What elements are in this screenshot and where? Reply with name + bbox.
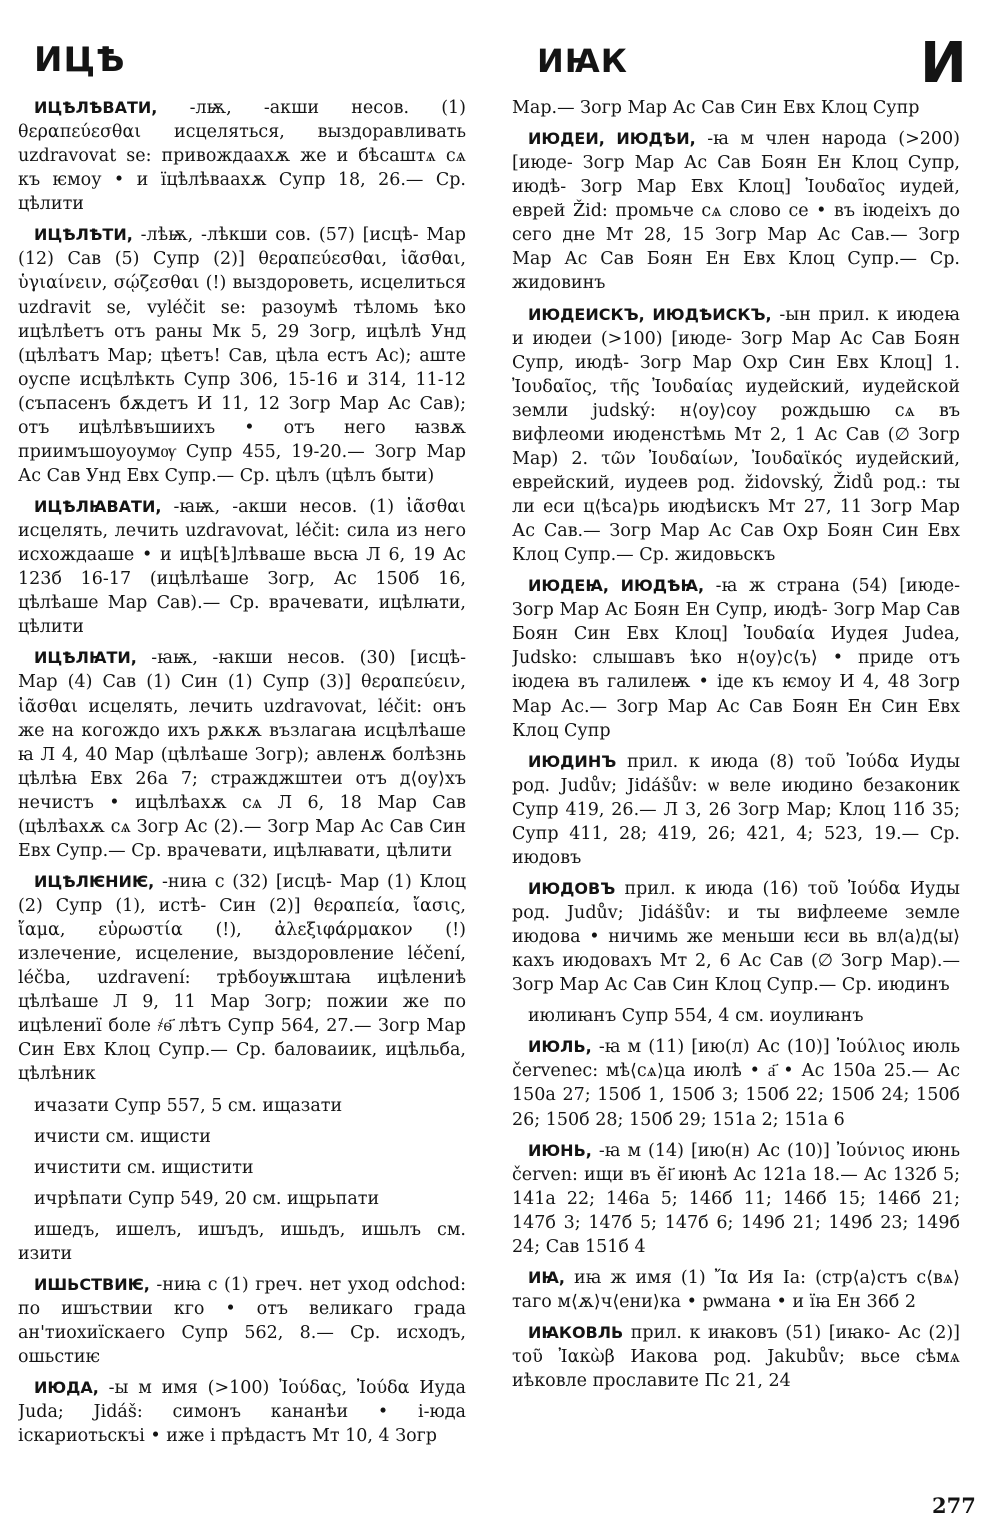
entry-body: Мар.— Зогр Мар Ас Сав Син Евх Клоц Супр [512,98,920,118]
entry-body: ичазати Супр 557, 5 см. ищазати [34,1095,343,1116]
cross-reference [18,1156,466,1180]
entry-iyakovl [512,1321,960,1393]
section-letter: И [920,31,968,96]
running-head-left: ИЦѢ [34,40,126,80]
right-column [512,96,960,1486]
entry-headword: ИЦѢЛꙖВАТИ, [34,497,162,516]
entry-headword: ИЮДЕИСКЪ, ИЮДѢИСКЪ, [528,304,772,324]
entry-iceleti [18,223,466,488]
entry-body: ичистити см. ищистити [34,1157,254,1178]
entry-body: -ꙗ м (14) [ию(н) Ас (10)] Ἰούνιος июнь červen: ищи въ ӗі҃ июнѣ Ас 121а 18.— Ас 132б 5; 141а 22; 146а 5; 146б 11; 146б 15; 146б 21; 147б 3; 147б 5; 147б 6; 149б 21; 149б 23; 149б 24; Сав 151б 4 [512,1140,960,1257]
entry-icelyavati [18,495,466,639]
entry-body: ишедъ, ишелъ, ишъдъ, ишьдъ, ишьлъ см. изити [18,1219,466,1264]
entry-headword: ИЦѢЛѢТИ, [34,225,133,245]
entry-iya [512,1266,960,1314]
entry-headword: ИЮЛЬ, [528,1037,592,1057]
cross-reference [18,1218,466,1266]
entry-body: июлиꙗнъ Супр 554, 4 см. иоулиꙗнъ [528,1006,864,1027]
entry-iyudin [512,750,960,870]
entry-body: ичисти см. ищисти [34,1126,211,1147]
entry-body: -ꙗѭ, -акши несов. (1) ἰᾶσθαι исцелять, лечить uzdravovat, léčit: сила из него исхождааше • и ицѣ[ѣ]лѣваше вьсꙗ Л 6, 19 Ас 123б 16-17 (ицѣлѣаше Зогр, Ас 150б 16, цѣлѣаше Мар Сав).— Ср. врачевати, ицѣлꙗти, цѣлити [18,497,466,638]
entry-body: прил. к иꙗковъ (51) [иꙗко- Ас (2)] τοῦ Ἰακὼβ Иакова род. Jakubův; вьсе сѣмѧ иѣковле прославите Пс 21, 24 [512,1323,960,1392]
running-head-middle: ИꙖК [537,42,628,80]
entry-headword: ИЮНЬ, [528,1140,592,1160]
entry-headword: ИЦѢЛꙖТИ, [34,648,137,668]
entry-body: -ын прил. к июдеꙗ и июдеи (>100) [июде- Зогр Мар Ас Сав Боян Супр, июдѣ- Зогр Мар Охр Син Евх Клоц] 1. Ἰουδαῖος, τῆς Ἰουδαίας иудейский, иудейской земли judský: н⟨оу⟩соу рождьшю сѧ въ вифлеоми июденстѣмь Мт 2, 1 Ас Сав (∅ Зогр Мар) 2. τῶν Ἰουδαίων, Ἰουδαϊκός иудейский, еврейский, иудеев род. židovský, Židů род.: ты ли еси ц⟨ѣса⟩рь июдѣискъ Мт 27, 11 Зогр Мар Ас Сав.— Зогр Мар Ас Сав Охр Боян Син Евх Клоц Супр.— Ср. жидовьскъ [512,304,960,566]
entry-headword: ИШЬСТВИѤ, [34,1274,150,1294]
entry-body: прил. к июда (16) τοῦ Ἰούδα Иуды род. Judův; Jidášův: и ты вифлееме земле июдова • ничимь же меньши ѥси вь вл⟨а⟩д⟨ы⟩кахъ июдовахъ Мт 2, 6 Ас Сав (∅ Зогр Мар).— Зогр Мар Ас Сав Син Клоц Супр.— Ср. июдинъ [512,878,960,996]
entry-headword: ИЦѢЛѤНИѤ, [34,871,155,891]
cross-reference [18,1125,466,1149]
cross-reference [512,1004,960,1028]
entry-iyudei [512,127,960,295]
entry-body: прил. к июда (8) τοῦ Ἰούδα Иуды род. Judův; Jidášův: ѡ веле июдино безаконик Супр 419, 26.— Л 3, 26 Зогр Мар; Клоц 11б 35; Супр 411, 28; 419, 26; 421, 4; 523, 19.— Ср. июдовъ [512,751,960,868]
entry-continuation [512,96,960,120]
entry-body: иꙗ ж имя (1) Ἴα Ия Ia: (стр⟨а⟩стъ с⟨вѧ⟩таго м⟨ѫ⟩ч⟨ени⟩ка • рѡмана • и їꙗ Ен 36б 2 [512,1267,960,1312]
entry-iyul [512,1035,960,1131]
entry-headword: ИЮДИНЪ [528,751,617,771]
entry-headword: ИЮДЕИ, ИЮДѢИ, [528,129,696,149]
entry-iyudeya [512,574,960,742]
entry-icelenie [18,870,466,1087]
entry-headword: ИЦѢЛѢВАТИ, [34,98,158,117]
entry-headword: ИЮДА, [34,1378,99,1398]
entry-headword: ИꙖ, [528,1267,565,1287]
entry-iyudov [512,877,960,997]
entry-body: -лѣѭ, -лѣкши сов. (57) [исцѣ- Мар (12) Сав (5) Супр (2)] θεραπεύεσθαι, ἰᾶσθαι, ὑγιαίνειν, σῴζεσθαι (!) выздороветь, исцелиться uzdravit se, vyléčit se: разоумѣ тѣломь ѣко ицѣлѣетъ отъ раны Мк 5, 29 Зогр, ицѣлѣ Унд (цѣлѣатъ Мар; цѣетъ! Сав, цѣла естъ Ас); аште оуспе исцѣлѣкть Супр 306, 15-16 и 314, 11-12 (съпасенъ бѫдетъ И 11, 12 Зогр Мар Ас Сав); отъ ицѣлѣвъшиихъ • отъ него ꙗзвѫ приимъшоуоумѹ Супр 455, 19-20.— Зогр Мар Ас Сав Унд Евх Супр.— Ср. цѣлъ (цѣлъ быти) [18,225,466,486]
entry-body: -ниꙗ с (1) греч. нет уход odchod: по ишъствии кго • отъ великаго града ан'тиохиїскаего Супр 562, 8.— Ср. исходъ, ошьстиѥ [18,1274,466,1368]
entry-headword: ИꙖКОВЛЬ [528,1323,624,1342]
cross-reference [18,1187,466,1211]
page-number: 277 [932,1493,976,1518]
entry-body: ичрѣпати Супр 549, 20 см. ищрьпати [34,1188,380,1209]
entry-ishestvie [18,1273,466,1369]
entry-body: -ꙗ м (11) [ию(л) Ас (10)] Ἰούλιος июль červenec: мѣ⟨сѧ⟩ца июлѣ • а҃ • Ас 150а 25.— Ас 150а 27; 150б 1, 150б 3; 150б 22; 150б 24; 150б 26; 150б 28; 150б 29; 151а 2; 151а 6 [512,1037,960,1130]
entry-headword: ИЮДЕꙖ, ИЮДѢꙖ, [528,576,705,596]
cross-reference [18,1094,466,1118]
entry-iyudeisk [512,303,960,568]
entry-icelyati [18,646,466,863]
entry-body: -ы м имя (>100) Ἰούδας, Ἰούδα Иуда Juda; Jidáš: симонъ кананѣи • і-юда іскариотьскъі • иже і прѣдастъ Мт 10, 4 Зогр [18,1378,466,1447]
left-column [18,96,466,1486]
entry-icelevati [18,96,466,216]
entry-iyun [512,1139,960,1259]
entry-body: -ꙗ м член народа (>200) [июде- Зогр Мар Ас Сав Боян Ен Клоц Супр, июдѣ- Зогр Мар Евх Клоц] Ἰουδαῖος иудей, еврей Žid: промьче сѧ слово се • въ іюдеіхъ до сего дне Мт 28, 15 Зогр Мар Ас Сав.— Зогр Мар Ас Сав Боян Ен Евх Клоц Супр.— Ср. жидовинъ [512,129,960,294]
entry-body: -ꙗѭ, -ꙗкши несов. (30) [исцѣ- Мар (4) Сав (1) Син (1) Супр (3)] θεραπεύειν, ἰᾶσθαι исцелять, лечить uzdravovat, léčit: онъ же на когождо ихъ рѫкѫ възлагаꙗ исцѣлѣаше ꙗ Л 4, 40 Мар (цѣлѣаше Зогр); авленѫ болѣзнь цѣлѣꙗ Евх 26а 7; стражджштеи отъ д⟨оу⟩хъ нечистъ • ицѣлѣахѫ сѧ Л 6, 18 Мар Сав (цѣлѣахѫ сѧ Зогр Ас (2).— Зогр Мар Ас Сав Син Евх Супр.— Ср. врачевати, ицѣлꙗвати, цѣлити [18,648,466,861]
entry-iyuda [18,1376,466,1448]
entry-body: -ꙗ ж страна (54) [июде- Зогр Мар Ас Боян Ен Супр, июдѣ- Зогр Мар Сав Боян Син Евх Клоц] Ἰουδαία Иудея Judea, Judsko: слышавъ ѣко н⟨оу⟩с⟨ъ⟩ • приде отъ іюдеꙗ въ галилеѭ • іде къ ѥмоу И 4, 48 Зогр Мар Ас.— Зогр Мар Ас Сав Боян Ен Син Евх Клоц Супр [512,576,960,741]
entry-body: -ниꙗ с (32) [исцѣ- Мар (1) Клоц (2) Супр (1), истѣ- Син (2)] θεραπεία, ἴασις, ἴαμα, εὐρωστία (!), ἀλεξιφάρμακον (!) излечение, исцеление, выздоровление léčení, léčba, uzdravení: трѣбоуѭштаꙗ ицѣлениѣ цѣлѣаше Л 9, 11 Мар Зогр; пожии же по ицѣлениї боле ҂ѳ҃ лѣтъ Супр 564, 27.— Зогр Мар Син Евх Клоц Супр.— Ср. баловаиик, ицѣльба, цѣлѣник [18,871,466,1085]
entry-headword: ИЮДОВЪ [528,878,616,898]
entry-body: -лѭ, -акши несов. (1) θεραπεύεσθαι исцеляться, выздоравливать uzdravovat se: привождаахѫ же и бѣсаштѧ сѧ къ ѥмоу • и їцѣлѣваахѫ Супр 18, 26.— Ср. цѣлити [18,98,466,215]
